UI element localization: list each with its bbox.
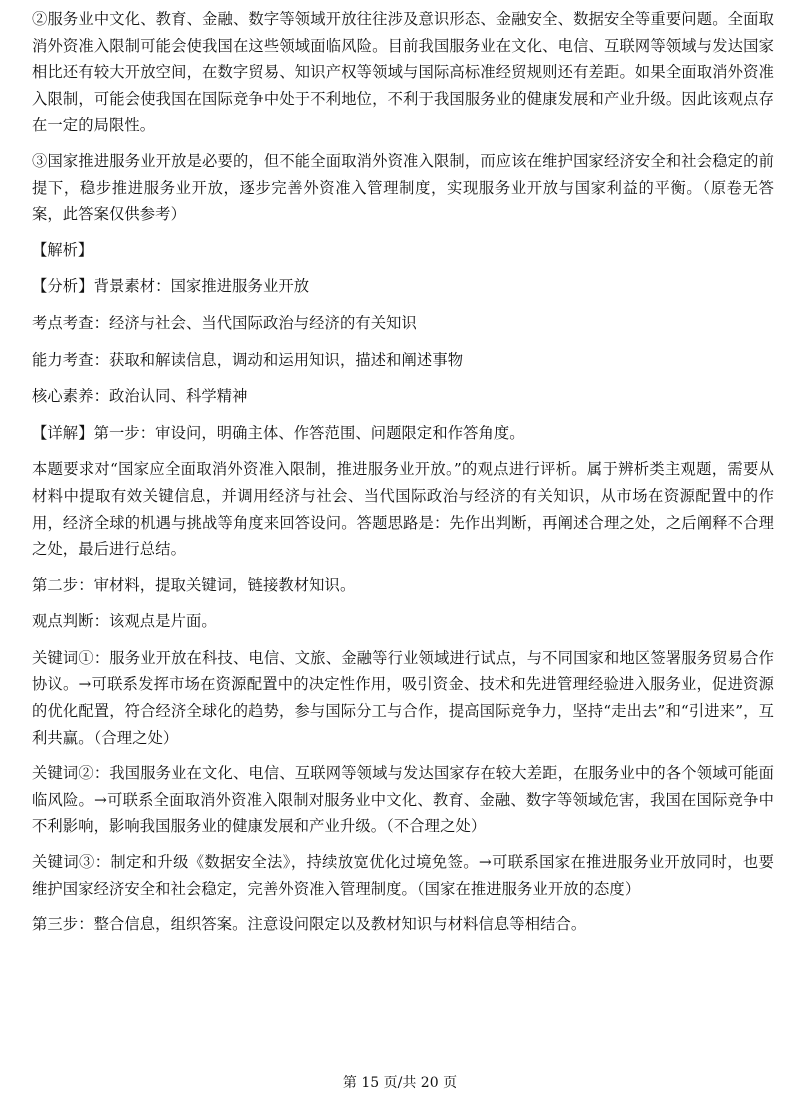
answer-point-3: ③国家推进服务业开放是必要的，但不能全面取消外资准入限制，而应该在维护国家经济安全和社会稳定的前提下，稳步推进服务业开放，逐步完善外资准入管理制度，实现服务业开放与国家利益的平衡。（原卷无答案，此答案仅供参考） bbox=[32, 151, 774, 224]
answer-point-2: ②服务业中文化、教育、金融、数字等领域开放往往涉及意识形态、金融安全、数据安全等重要问题。全面取消外资准入限制可能会使我国在这些领域面临风险。目前我国服务业在文化、电信、互联网等领域与发达国家相比还有较大开放空间，在数字贸易、知识产权等领域与国际高标准经贸规则还有差距。如果全面取消外资准入限制，可能会使我国在国际竞争中处于不利地位，不利于我国服务业的健康发展和产业升级。因此该观点存在一定的局限性。 bbox=[32, 10, 774, 135]
page-number-footer: 第 15 页/共 20 页 bbox=[342, 1075, 458, 1091]
viewpoint-judgment: 观点判断：该观点是片面。 bbox=[32, 612, 217, 631]
keyword-1: 关键词①：服务业开放在科技、电信、文旅、金融等行业领域进行试点，与不同国家和地区签署服务贸易合作协议。→可联系发挥市场在资源配置中的决定性作用，吸引资金、技术和先进管理经验进入服务业，促进资源的优化配置，符合经济全球化的趋势，参与国际分工与合作，提高国际竞争力，坚持“走出去”和“引进来”，互利共赢。（合理之处） bbox=[32, 648, 774, 747]
document-body bbox=[32, 6, 774, 948]
keyword-3: 关键词③：制定和升级《数据安全法》，持续放宽优化过境免签。→可联系国家在推进服务业开放同时，也要维护国家经济安全和社会稳定，完善外资准入管理制度。（国家在推进服务业开放的态度） bbox=[32, 853, 774, 898]
analysis-core-literacy: 核心素养：政治认同、科学精神 bbox=[32, 387, 248, 406]
analysis-ability: 能力考查：获取和解读信息，调动和运用知识，描述和阐述事物 bbox=[32, 350, 464, 369]
detail-step-1: 【详解】第一步：审设问，明确主体、作答范围、问题限定和作答角度。 bbox=[32, 423, 525, 442]
detail-question-requirement: 本题要求对“国家应全面取消外资准入限制，推进服务业开放。”的观点进行评析。属于辨析类主观题，需要从材料中提取有效关键信息，并调用经济与社会、当代国际政治与经济的有关知识，从市场在资源配置中的作用，经济全球的机遇与挑战等角度来回答设问。答题思路是：先作出判断，再阐述合理之处，之后阐释不合理之处，最后进行总结。 bbox=[32, 460, 774, 559]
detail-step-3: 第三步：整合信息，组织答案。注意设问限定以及教材知识与材料信息等相结合。 bbox=[32, 915, 587, 934]
analysis-heading: 【解析】 bbox=[32, 240, 94, 259]
analysis-background: 【分析】背景素材：国家推进服务业开放 bbox=[32, 277, 310, 296]
detail-step-2: 第二步：审材料，提取关键词，链接教材知识。 bbox=[32, 575, 356, 594]
analysis-knowledge-points: 考点考查：经济与社会、当代国际政治与经济的有关知识 bbox=[32, 313, 417, 332]
keyword-2: 关键词②：我国服务业在文化、电信、互联网等领域与发达国家存在较大差距，在服务业中的各个领域可能面临风险。→可联系全面取消外资准入限制对服务业中文化、教育、金融、数字等领域危害，我国在国际竞争中不利影响，影响我国服务业的健康发展和产业升级。（不合理之处） bbox=[32, 764, 774, 836]
